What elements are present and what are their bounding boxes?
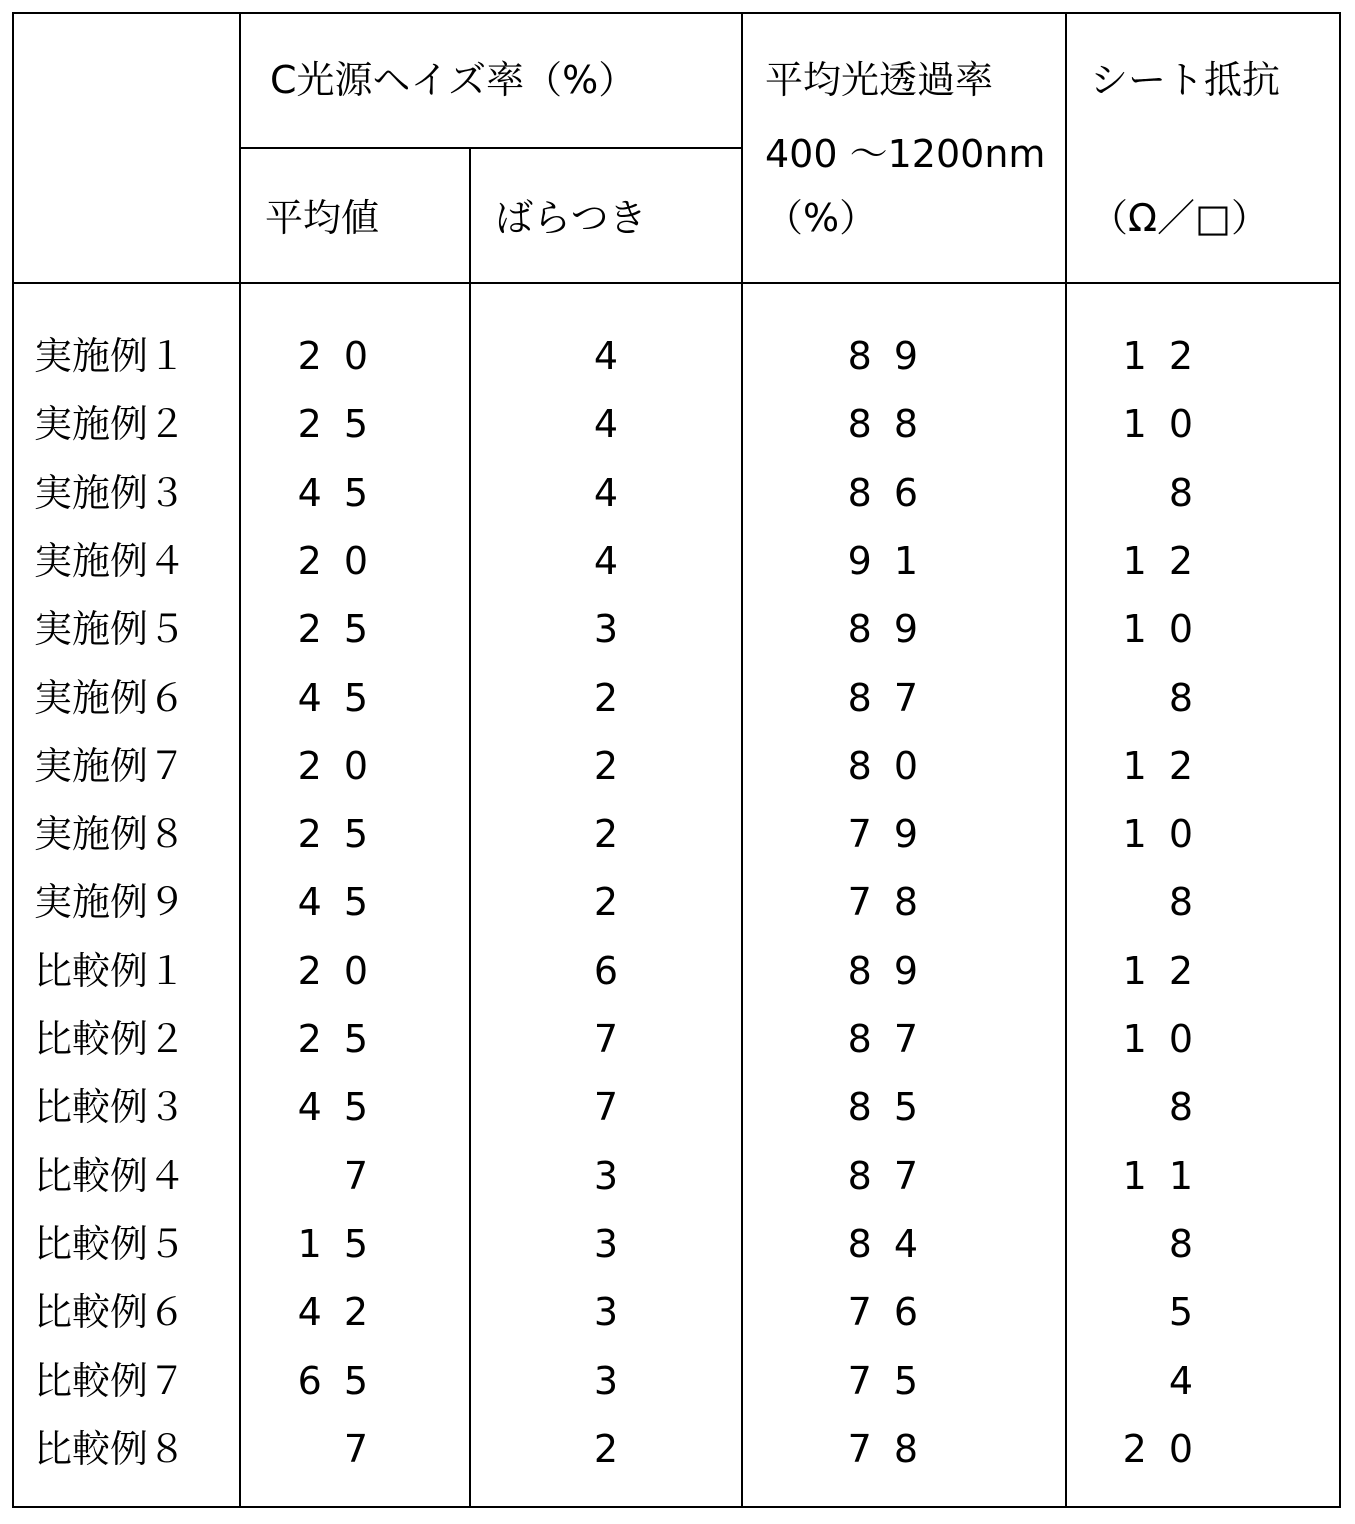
haze-average-cell: 45	[298, 868, 390, 936]
haze-variation-cell: 2	[470, 868, 742, 936]
sheet-resistance-cell: 20	[1123, 1415, 1215, 1483]
haze-average-cell: 20	[298, 527, 390, 595]
row-label: 比較例４	[34, 1142, 186, 1210]
header-subdivider	[239, 147, 743, 149]
haze-average-cell: 20	[298, 322, 390, 390]
row-label: 実施例４	[34, 527, 186, 595]
table-row	[0, 527, 1355, 595]
transmittance-cell: 89	[848, 595, 940, 663]
sheet-resistance-cell: 8	[1169, 868, 1215, 936]
row-label: 実施例２	[34, 390, 186, 458]
row-label: 比較例８	[34, 1415, 186, 1483]
header-transmittance-line1: 平均光透過率	[765, 58, 993, 102]
haze-variation-cell: 3	[470, 1278, 742, 1346]
table-row	[0, 1278, 1355, 1346]
transmittance-cell: 87	[848, 664, 940, 732]
haze-variation-cell: 7	[470, 1005, 742, 1073]
sheet-resistance-cell: 8	[1169, 459, 1215, 527]
transmittance-cell: 89	[848, 937, 940, 1005]
row-label: 実施例６	[34, 664, 186, 732]
header-bottom-border	[12, 282, 1341, 284]
transmittance-cell: 91	[848, 527, 940, 595]
table-row	[0, 1005, 1355, 1073]
table-row	[0, 1415, 1355, 1483]
table-row	[0, 1142, 1355, 1210]
table-row	[0, 868, 1355, 936]
sheet-resistance-cell: 10	[1123, 390, 1215, 458]
sheet-resistance-cell: 4	[1169, 1347, 1215, 1415]
transmittance-cell: 88	[848, 390, 940, 458]
haze-average-cell: 45	[298, 664, 390, 732]
table-row	[0, 322, 1355, 390]
haze-average-cell: 25	[298, 1005, 390, 1073]
table-row	[0, 800, 1355, 868]
haze-average-cell: 45	[298, 459, 390, 527]
sheet-resistance-cell: 12	[1123, 527, 1215, 595]
row-label: 比較例５	[34, 1210, 186, 1278]
haze-average-cell: 15	[298, 1210, 390, 1278]
sheet-resistance-cell: 8	[1169, 664, 1215, 732]
haze-average-cell: 25	[298, 595, 390, 663]
table-row	[0, 664, 1355, 732]
sheet-resistance-cell: 5	[1169, 1278, 1215, 1346]
haze-variation-cell: 2	[470, 732, 742, 800]
sheet-resistance-cell: 12	[1123, 937, 1215, 1005]
sheet-resistance-cell: 10	[1123, 1005, 1215, 1073]
transmittance-cell: 84	[848, 1210, 940, 1278]
row-label: 比較例７	[34, 1347, 186, 1415]
row-label: 比較例２	[34, 1005, 186, 1073]
sheet-resistance-cell: 12	[1123, 732, 1215, 800]
haze-average-cell: 42	[298, 1278, 390, 1346]
transmittance-cell: 78	[848, 1415, 940, 1483]
header-haze-variation: ばらつき	[495, 196, 647, 240]
table-row	[0, 1347, 1355, 1415]
header-transmittance-line3: （%）	[765, 196, 877, 240]
row-label: 実施例８	[34, 800, 186, 868]
haze-variation-cell: 2	[470, 800, 742, 868]
row-label: 実施例５	[34, 595, 186, 663]
table-row	[0, 1073, 1355, 1141]
transmittance-cell: 86	[848, 459, 940, 527]
header-sheet-resistance-line1: シート抵抗	[1090, 58, 1280, 102]
row-label: 実施例９	[34, 868, 186, 936]
transmittance-cell: 75	[848, 1347, 940, 1415]
haze-variation-cell: 4	[470, 322, 742, 390]
row-label: 実施例７	[34, 732, 186, 800]
table-row	[0, 595, 1355, 663]
haze-average-cell: 7	[344, 1415, 390, 1483]
header-haze-group: C光源ヘイズ率（%）	[270, 58, 636, 102]
header-sheet-resistance-line2: （Ω／□）	[1090, 196, 1269, 240]
haze-variation-cell: 4	[470, 390, 742, 458]
transmittance-cell: 87	[848, 1005, 940, 1073]
sheet-resistance-cell: 10	[1123, 595, 1215, 663]
table-row	[0, 1210, 1355, 1278]
transmittance-cell: 78	[848, 868, 940, 936]
haze-average-cell: 65	[298, 1347, 390, 1415]
row-label: 実施例３	[34, 459, 186, 527]
sheet-resistance-cell: 10	[1123, 800, 1215, 868]
haze-variation-cell: 4	[470, 527, 742, 595]
header-transmittance-line2: 400 ～1200nm	[765, 132, 1045, 176]
haze-variation-cell: 4	[470, 459, 742, 527]
transmittance-cell: 85	[848, 1073, 940, 1141]
haze-variation-cell: 6	[470, 937, 742, 1005]
haze-average-cell: 20	[298, 732, 390, 800]
sheet-resistance-cell: 12	[1123, 322, 1215, 390]
haze-variation-cell: 3	[470, 1347, 742, 1415]
table-row	[0, 732, 1355, 800]
table-row	[0, 459, 1355, 527]
transmittance-cell: 80	[848, 732, 940, 800]
haze-average-cell: 25	[298, 800, 390, 868]
haze-variation-cell: 3	[470, 1142, 742, 1210]
row-label: 実施例１	[34, 322, 186, 390]
haze-variation-cell: 7	[470, 1073, 742, 1141]
transmittance-cell: 87	[848, 1142, 940, 1210]
haze-variation-cell: 2	[470, 1415, 742, 1483]
row-label: 比較例３	[34, 1073, 186, 1141]
table-row	[0, 937, 1355, 1005]
haze-average-cell: 7	[344, 1142, 390, 1210]
haze-average-cell: 45	[298, 1073, 390, 1141]
haze-average-cell: 25	[298, 390, 390, 458]
haze-average-cell: 20	[298, 937, 390, 1005]
transmittance-cell: 76	[848, 1278, 940, 1346]
sheet-resistance-cell: 11	[1123, 1142, 1215, 1210]
transmittance-cell: 89	[848, 322, 940, 390]
transmittance-cell: 79	[848, 800, 940, 868]
haze-variation-cell: 3	[470, 595, 742, 663]
table-row	[0, 390, 1355, 458]
sheet-resistance-cell: 8	[1169, 1210, 1215, 1278]
row-label: 比較例１	[34, 937, 186, 1005]
haze-variation-cell: 2	[470, 664, 742, 732]
row-label: 比較例６	[34, 1278, 186, 1346]
header-haze-average: 平均値	[265, 196, 379, 240]
sheet-resistance-cell: 8	[1169, 1073, 1215, 1141]
haze-variation-cell: 3	[470, 1210, 742, 1278]
